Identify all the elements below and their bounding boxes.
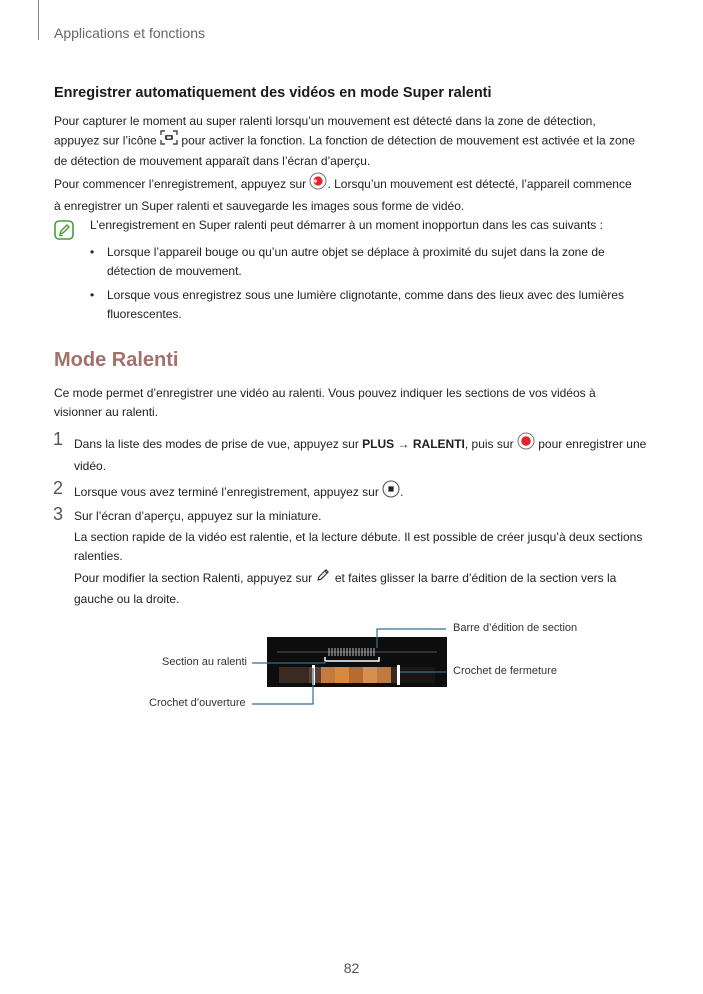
menu-plus: PLUS — [362, 437, 395, 452]
arrow-symbol: → — [397, 437, 410, 452]
bullet-dot: • — [90, 245, 95, 259]
text-segment: Pour modifier la section Ralenti, appuyez sur — [74, 571, 313, 586]
text-line: Sur l’écran d’aperçu, appuyez sur la miniature. — [74, 509, 322, 523]
text-line: Lorsque l’appareil bouge ou qu’un autre objet se déplace à proximité du sujet dans la zone de — [107, 245, 605, 259]
text-segment: Dans la liste des modes de prise de vue, appuyez sur — [74, 437, 359, 452]
step-number: 3 — [53, 504, 64, 524]
section-title-slow-mode: Mode Ralenti — [54, 349, 179, 371]
note-lead: L’enregistrement en Super ralenti peut démarrer à un moment inopportun dans les cas suivants : — [90, 218, 603, 232]
text-line: gauche ou la droite. — [74, 592, 180, 606]
callout-slow-section: Section au ralenti — [162, 656, 247, 668]
callout-closing-bracket: Crochet de fermeture — [453, 665, 557, 677]
text-segment: Pour commencer l’enregistrement, appuyez sur — [54, 177, 307, 192]
page-number: 82 — [343, 960, 360, 976]
text-segment: pour enregistrer une — [538, 437, 647, 452]
callout-edit-bar: Barre d’édition de section — [453, 622, 578, 634]
text-line: Lorsque vous enregistrez sous une lumière clignotante, comme dans des lieux avec des lumières — [107, 288, 624, 302]
text-segment: . — [400, 485, 404, 500]
text-segment: et faites glisser la barre d’édition de la section vers la — [334, 571, 617, 586]
header-title: Applications et fonctions — [54, 25, 205, 41]
text-segment: appuyez sur l’icône — [54, 133, 157, 148]
text-line: visionner au ralenti. — [54, 405, 159, 419]
bullet-dot: • — [90, 288, 95, 302]
text-line: vidéo. — [74, 459, 107, 473]
text-line: fluorescentes. — [107, 307, 182, 321]
text-line: ralenties. — [74, 549, 123, 563]
text-line: La section rapide de la vidéo est ralentie, et la lecture débute. Il est possible de créer jusqu’à deux sections — [74, 530, 643, 544]
text-line: Pour capturer le moment au super ralenti lorsqu’un mouvement est détecté dans la zone de détection, — [54, 114, 596, 128]
text-line: détection de mouvement. — [107, 264, 242, 278]
section-heading-super-slow: Enregistrer automatiquement des vidéos en mode Super ralenti — [54, 85, 492, 101]
text-segment: , puis sur — [464, 437, 514, 452]
step-number: 1 — [53, 429, 64, 449]
text-segment: pour activer la fonction. La fonction de détection de mouvement est activée et la zone — [181, 133, 636, 148]
text-segment: . Lorsqu’un mouvement est détecté, l’appareil commence — [327, 177, 632, 192]
callout-opening-bracket: Crochet d’ouverture — [149, 697, 246, 709]
text-segment: Lorsque vous avez terminé l’enregistrement, appuyez sur — [74, 485, 379, 500]
text-line: à enregistrer un Super ralenti et sauvegarde les images sous forme de vidéo. — [54, 199, 465, 213]
menu-ralenti: RALENTI — [412, 437, 465, 452]
text-line: de détection de mouvement apparaît dans l’écran d’aperçu. — [54, 154, 371, 168]
text-line: Ce mode permet d’enregistrer une vidéo au ralenti. Vous pouvez indiquer les sections de vos vidéos à — [54, 386, 596, 400]
step-number: 2 — [53, 478, 64, 498]
